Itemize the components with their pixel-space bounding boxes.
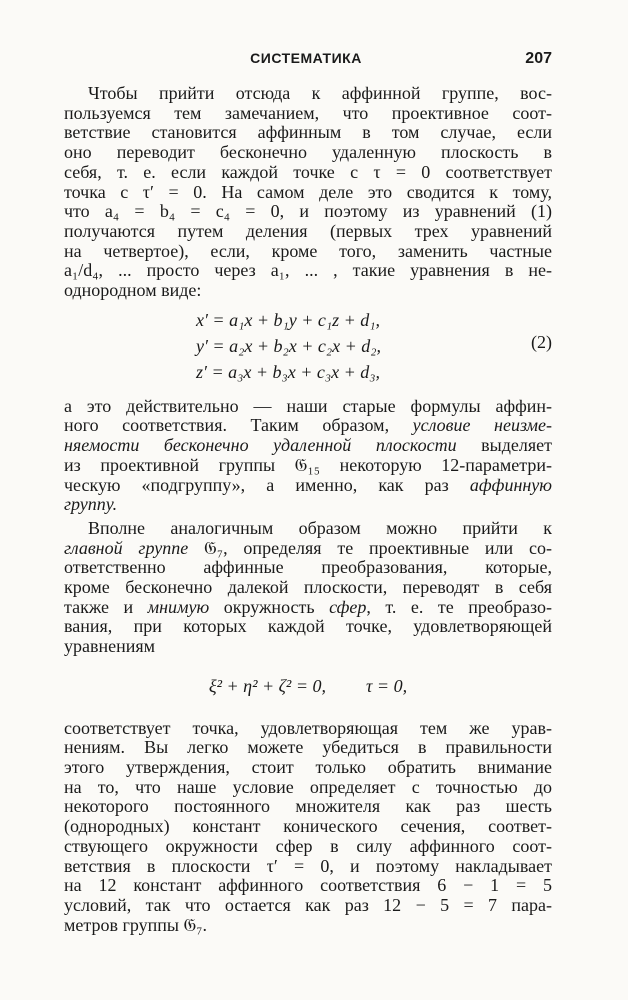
paragraph-4	[64, 719, 552, 936]
italic-run: условие неизме-	[412, 415, 552, 436]
text-line: оно переводит бесконечно удаленную плоскость в	[64, 142, 552, 163]
text-line: получаются путем деления (первых трех уравнений	[64, 220, 552, 241]
text-line	[64, 436, 552, 456]
text-line: ветствие становится аффинным в том случае, если	[64, 122, 552, 143]
text-line: на то, что наше условие определяет с точностью до	[64, 776, 552, 797]
equation-right: τ = 0,	[365, 675, 408, 696]
text-line: на четвертое), если, кроме того, заменить частные	[64, 240, 552, 261]
page-header	[60, 50, 552, 76]
text-line: уравнениям	[64, 636, 156, 657]
text-line: нениям. Вы легко можете убедиться в правильности	[64, 737, 552, 758]
text-line	[64, 476, 552, 496]
paragraph-3	[64, 519, 552, 657]
equation-line: x′ = a₁x + b₁y + c₁z + d₁,	[196, 309, 381, 330]
text-line: Вполне аналогичным образом можно прийти к	[88, 517, 552, 538]
text-line: вания, при которых каждой точке, удовлетворяющей	[64, 616, 552, 637]
text-line: ствующего окружности сфер в силу аффинного соот-	[64, 835, 552, 856]
text-run: ного соответствия. Таким образом,	[64, 415, 413, 436]
text-line: однородном виде:	[64, 280, 202, 301]
text-line: этого утверждения, стоит только обратить внимание	[64, 756, 552, 777]
equation-sphere-circle	[64, 677, 552, 697]
text-line: пользуемся тем замечанием, что проективное соот-	[64, 102, 552, 123]
text-line: (однородных) констант конического сечения, соответ-	[64, 816, 552, 837]
text-line: ветствия в плоскости τ′ = 0, и поэтому накладывает	[64, 855, 552, 876]
text-run: окружность	[209, 596, 330, 617]
equation-2	[64, 311, 552, 387]
text-line	[64, 539, 552, 559]
text-line: некоторого постоянного множителя как раз шесть	[64, 796, 552, 817]
text-line: на 12 констант аффинного соответствия 6 − 1 = 5	[64, 875, 552, 896]
italic-run: аффинную	[469, 474, 552, 495]
text-line: соответствует точка, удовлетворяющая тем же урав-	[64, 717, 552, 738]
running-head: СИСТЕМАТИКА	[250, 50, 362, 66]
text-run: , т. е. те преобразо-	[366, 596, 552, 617]
text-line: точка с τ′ = 0. На самом деле это сводится к тому,	[64, 181, 552, 202]
text-line: ответственно аффинные преобразования, которые,	[64, 557, 552, 578]
text-line: что a₄ = b₄ = c₄ = 0, и поэтому из уравнений (1)	[64, 201, 552, 222]
text-line: себя, т. е. если каждой точке с τ = 0 соответствует	[64, 161, 552, 182]
italic-run: сфер	[329, 596, 367, 617]
text-line	[64, 416, 552, 436]
text-line: группу.	[64, 494, 118, 515]
page-body	[64, 84, 552, 935]
text-line: метров группы 𝔊₇.	[64, 914, 208, 935]
text-run: ческую «подгруппу», а именно, как раз	[64, 474, 470, 495]
italic-run: мнимую	[147, 596, 210, 617]
paragraph-2	[64, 397, 552, 515]
italic-run: няемости бесконечно удаленной плоскости	[64, 435, 457, 456]
equation-left: ξ² + η² + ζ² = 0,	[208, 675, 326, 696]
text-line	[64, 598, 552, 618]
text-line: Чтобы прийти отсюда к аффинной группе, вос-	[88, 83, 552, 103]
text-line: а это действительно — наши старые формулы аффин-	[64, 395, 552, 416]
text-run: также и	[64, 596, 148, 617]
text-run: 𝔊₇, определяя те проективные или со-	[188, 537, 552, 558]
equation-line: y′ = a₂x + b₂x + c₂x + d₂,	[196, 335, 382, 356]
text-line: кроме бесконечно далекой плоскости, переводят в себя	[64, 577, 552, 598]
text-run: выделяет	[456, 435, 552, 456]
equation-number: (2)	[531, 331, 552, 352]
equation-line: z′ = a₃x + b₃x + c₃x + d₃,	[196, 361, 381, 382]
paragraph-1	[64, 84, 552, 301]
text-line: из проективной группы 𝔊₁₅ некоторую 12-параметри-	[64, 454, 552, 475]
page-number: 207	[525, 50, 552, 67]
text-line: условий, так что остается как раз 12 − 5 = 7 пара-	[64, 894, 552, 915]
text-line: a₁/d₄, ... просто через a₁, ... , такие уравнения в не-	[64, 260, 552, 281]
italic-run: главной группе	[64, 537, 189, 558]
